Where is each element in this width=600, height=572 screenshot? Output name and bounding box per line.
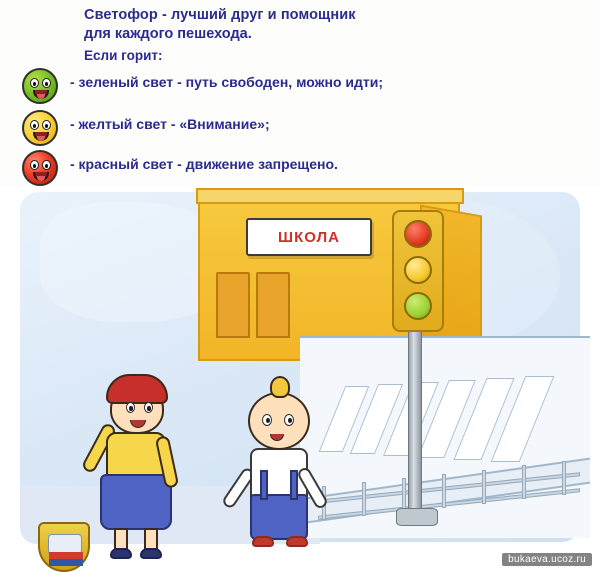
- girl-hair: [106, 374, 168, 404]
- girl-eye-left: [126, 402, 135, 413]
- railing-post: [522, 465, 526, 499]
- rule-text-red: - красный свет - движение запрещено.: [70, 156, 338, 172]
- green-lamp: [404, 292, 432, 320]
- boy-pants: [250, 494, 308, 540]
- watermark: bukaeva.ucoz.ru: [502, 553, 592, 566]
- railing-bar-bottom: [318, 488, 580, 520]
- eye-right: [42, 78, 51, 88]
- eye-right: [42, 120, 51, 130]
- eye-left: [30, 120, 39, 130]
- boy-strap-right: [290, 470, 298, 500]
- girl-leg-right: [144, 528, 158, 550]
- boy-eye-right: [284, 414, 294, 426]
- railing-post: [362, 482, 366, 516]
- yellow-smiley-icon: [22, 110, 58, 146]
- railing-post: [402, 478, 406, 512]
- emblem-stripe-red: [49, 552, 83, 559]
- rule-text-green: - зеленый свет - путь свободен, можно идти;: [70, 74, 384, 90]
- girl-leg-left: [114, 528, 128, 550]
- boy-hair-tuft: [270, 376, 290, 398]
- eye-left: [30, 78, 39, 88]
- school-roof: [196, 188, 464, 204]
- traffic-police-emblem: [28, 516, 100, 572]
- school-door-right: [256, 272, 290, 338]
- headline-line-2: для каждого пешехода.: [84, 26, 252, 42]
- headline-line-1: Светофор - лучший друг и помощник: [84, 7, 356, 23]
- red-lamp: [404, 220, 432, 248]
- boy-shoe-right: [286, 536, 308, 547]
- red-smiley-icon: [22, 150, 58, 186]
- traffic-light-pole: [408, 316, 422, 516]
- traffic-light: [392, 210, 444, 332]
- green-smiley-icon: [22, 68, 58, 104]
- girl-dress: [100, 474, 172, 530]
- school-sign-label: ШКОЛА: [278, 228, 340, 246]
- boy-eye-left: [262, 414, 272, 426]
- girl-character: [82, 362, 192, 542]
- text-block: [0, 0, 600, 190]
- illustration: [0, 186, 600, 572]
- rule-text-yellow: - желтый свет - «Внимание»;: [70, 116, 270, 132]
- emblem-shield: [38, 522, 90, 572]
- school-door-left: [216, 272, 250, 338]
- boy-strap-left: [260, 470, 268, 500]
- emblem-inner-field: [48, 534, 82, 566]
- girl-shoe-left: [110, 548, 132, 559]
- boy-shoe-left: [252, 536, 274, 547]
- emblem-stripe-blue: [49, 559, 83, 566]
- eye-right: [42, 160, 51, 170]
- pedestrian-railing: [318, 486, 580, 548]
- eye-left: [30, 160, 39, 170]
- traffic-light-base: [396, 508, 438, 526]
- railing-post: [482, 470, 486, 504]
- headline-line-3: Если горит:: [84, 48, 163, 63]
- boy-character: [228, 374, 338, 552]
- school-sign: [246, 218, 372, 256]
- girl-eye-right: [144, 402, 153, 413]
- girl-shoe-right: [140, 548, 162, 559]
- railing-post: [562, 461, 566, 495]
- yellow-lamp: [404, 256, 432, 284]
- boy-head: [248, 392, 310, 450]
- railing-post: [442, 474, 446, 508]
